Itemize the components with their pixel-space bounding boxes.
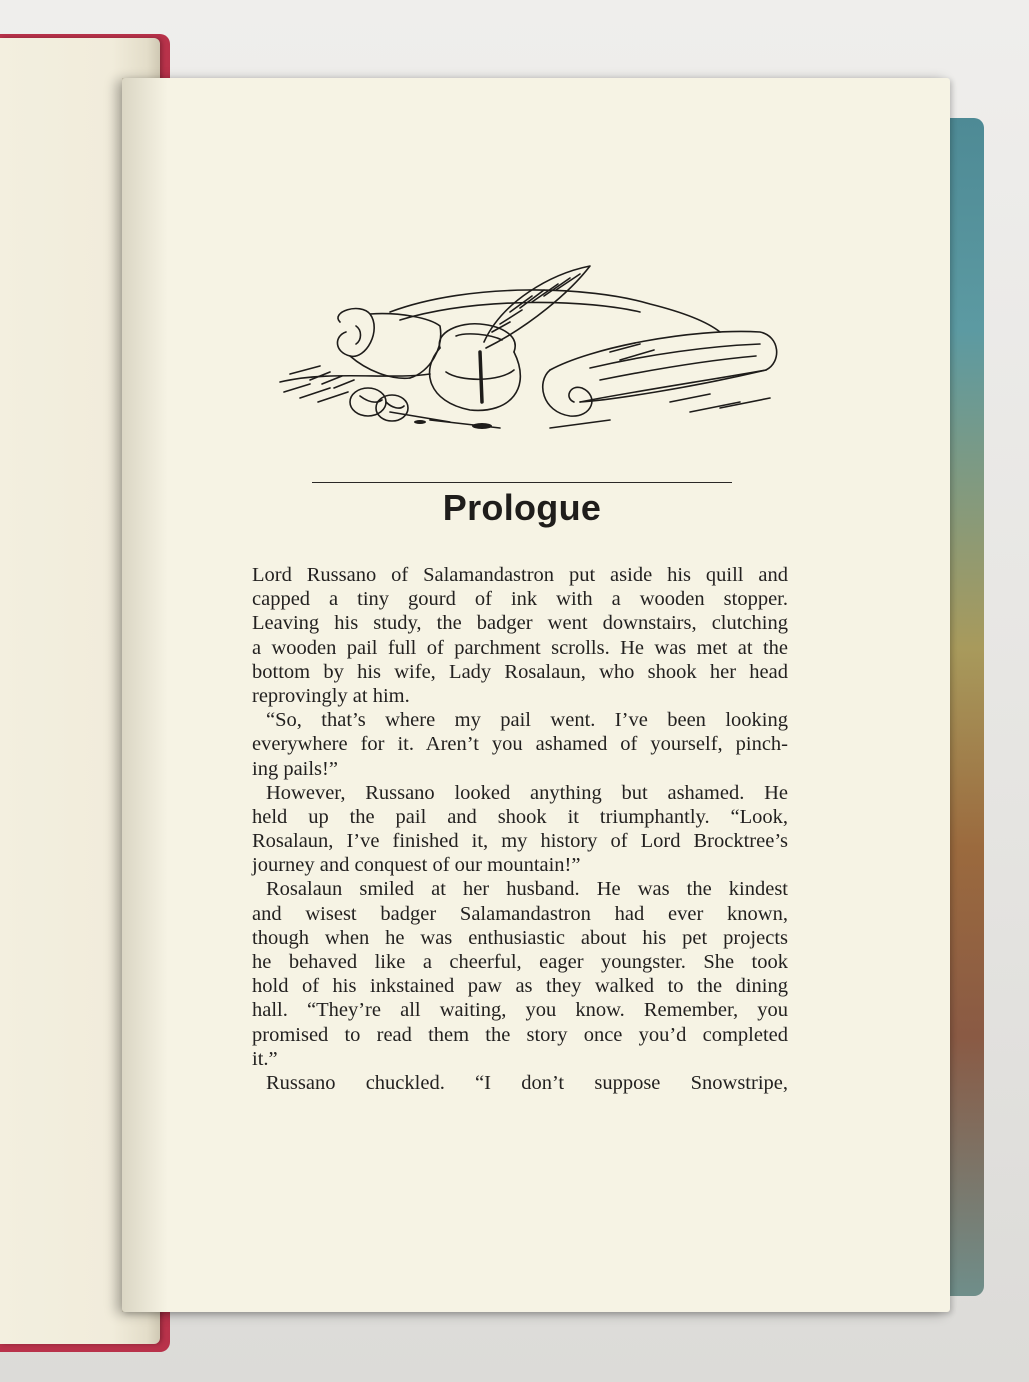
text-line: promised to read them the story once you’d completed (252, 1023, 788, 1046)
text-line: ing pails!” (252, 757, 338, 780)
text-line: Rosalaun smiled at her husband. He was the kindest (266, 878, 788, 901)
text-line: bottom by his wife, Lady Rosalaun, who shook her head (252, 660, 788, 683)
text-line: Leaving his study, the badger went downstairs, clutching (252, 612, 788, 635)
text-line: hold of his inkstained paw as they walked to the dining (252, 975, 788, 998)
text-line: However, Russano looked anything but ashamed. He (266, 781, 788, 804)
chapter-title: Prologue (442, 487, 602, 528)
chapter-body (252, 563, 788, 1095)
text-line: though when he was enthusiastic about his pet projects (252, 926, 788, 949)
text-line: capped a tiny gourd of ink with a wooden stopper. (252, 588, 788, 611)
text-line: he behaved like a cheerful, eager youngster. She took (252, 951, 788, 973)
text-line: journey and conquest of our mountain!” (252, 854, 581, 877)
text-line: a wooden pail full of parchment scrolls. He was met at the (252, 636, 788, 659)
text-line: everywhere for it. Aren’t you ashamed of yourself, pinch- (252, 733, 788, 756)
chapter-title-rule (312, 482, 732, 483)
text-line: hall. “They’re all waiting, you know. Remember, you (252, 999, 788, 1022)
text-line: “So, that’s where my pail went. I’ve been looking (266, 709, 788, 732)
text-line: and wisest badger Salamandastron had ever known, (252, 902, 788, 925)
text-line: held up the pail and shook it triumphantly. “Look, (252, 805, 788, 828)
quill-ink-scrolls-illustration (270, 252, 790, 452)
text-line: Russano chuckled. “I don’t suppose Snowstripe, (266, 1071, 788, 1094)
text-line: it.” (252, 1047, 278, 1070)
text-line: Lord Russano of Salamandastron put aside his quill and (252, 564, 788, 586)
text-line: Rosalaun, I’ve finished it, my history of Lord Brocktree’s (252, 830, 788, 853)
text-line: reprovingly at him. (252, 684, 410, 707)
